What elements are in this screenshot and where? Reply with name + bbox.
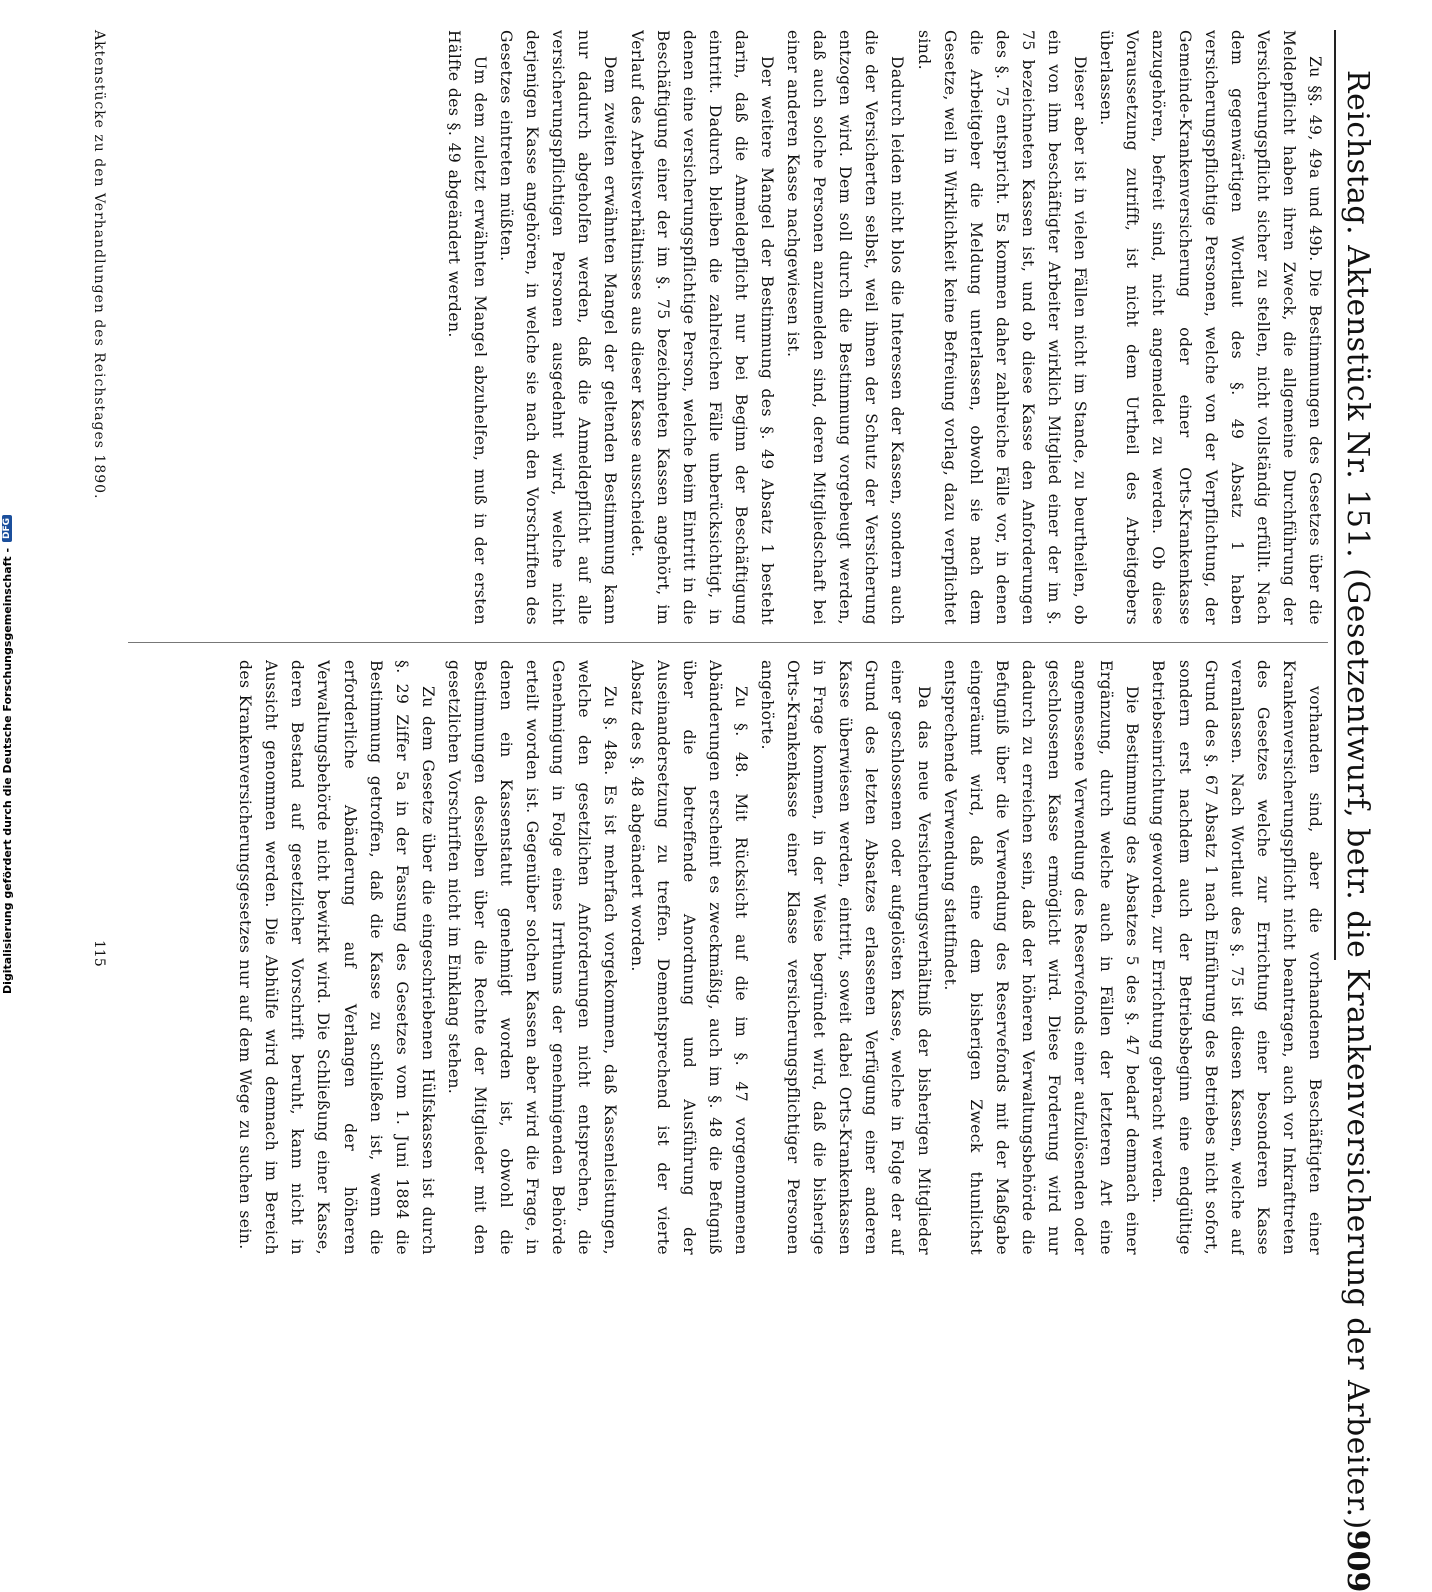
paragraph: Dieser aber ist in vielen Fällen nicht im Stande, zu beurtheilen, ob ein von ihm beschäftigter Arbeiter wirklich Mitglied einer der im §. 75 bezeichneten Kassen ist, und ob diese Kasse den Anforderungen des §. 75 entspricht. Es kommen daher zahlreiche Fälle vor, in denen die Arbeitgeber die Meldung unterlassen, obwohl sie nach dem Gesetze, weil in Wirklichkeit keine Befreiung vorlag, dazu verpflichtet sind. bbox=[914, 30, 1090, 625]
paragraph: Die Bestimmung des Absatzes 5 des §. 47 bedarf demnach einer Ergänzung, durch welche auch in Fällen der letzteren Art eine angemessene Verwendung des Reservefonds einer aufzulösenden oder geschlossenen Kasse ermöglicht wird. Diese Forderung wird nur dadurch zu erreichen sein, daß der höheren Verwaltungsbehörde die Befugniß über die Verwendung des Reservefonds mit der Maßgabe eingeräumt wird, daß eine dem bisherigen Zweck thunlichst entsprechende Verwendung stattfindet. bbox=[940, 660, 1142, 1255]
paragraph: vorhanden sind, aber die vorhandenen Beschäftigten einer Krankenversicherungspflicht nicht beantragen, auch vor Inkrafttreten des Gesetzes welche zur Errichtung einer besonderen Kasse veranlassen. Nach Wortlaut des §. 75 ist diesen Kassen, welche auf Grund des §. 67 Absatz 1 nach Einführung des Betriebes nicht sofort, sondern erst nachdem auch der Betriebsbeginn eine endgültige Betriebseinrichtung geworden, zur Errichtung gebracht werden. bbox=[1149, 660, 1324, 1255]
digitization-text: Digitalisierung gefördert durch die Deutsche Forschungsgemeinschaft - bbox=[0, 547, 14, 994]
page-index: 115 bbox=[91, 940, 107, 967]
header-rule bbox=[1334, 30, 1336, 960]
page-number: 909 bbox=[1340, 1529, 1375, 1592]
source-footer: Aktenstücke zu den Verhandlungen des Reichstages 1890. bbox=[91, 30, 107, 500]
page-header bbox=[1340, 30, 1402, 1592]
paragraph: Da das neue Versicherungsverhältniß der bisherigen Mitglieder einer geschlossenen oder aufgelösten Kasse, welche in Folge der auf Grund des letzten Absatzes erlassenen Verfügung einer anderen Kasse überwiesen werden, eintritt, soweit dabei Orts-Krankenkassen in Frage kommen, in der Weise begründet wird, daß die bisherige Orts-Krankenkasse einer Klasse versicherungspflichtiger Personen angehörte. bbox=[758, 660, 933, 1255]
paragraph: Dem zweiten erwähnten Mangel der geltenden Bestimmung kann nur dadurch abgeholfen werden, daß die Anmeldepflicht auf alle versicherungspflichtigen Personen ausgedehnt wird, welche nicht derjenigen Kasse angehören, in welche sie nach den Vorschriften des Gesetzes eintreten müßten. bbox=[497, 30, 620, 625]
text-column-left bbox=[128, 30, 1328, 625]
digitization-note bbox=[0, 0, 14, 1000]
paragraph: Um dem zuletzt erwähnten Mangel abzuhelfen, muß in der ersten Hälfte des §. 49 abgeändert werden. bbox=[444, 30, 489, 625]
paragraph: Der weitere Mangel der Bestimmung des §. 49 Absatz 1 besteht darin, daß die Anmeldepflicht nur bei Beginn der Beschäftigung eintritt. Dadurch bleiben die zahlreichen Fälle unberücksichtigt, in denen eine versicherungspflichtige Person, welche beim Eintritt in die Beschäftigung einer der im §. 75 bezeichneten Kassen angehört, im Verlauf des Arbeitsverhältnisses aus dieser Kasse ausscheidet. bbox=[627, 30, 777, 625]
paragraph: Zu §§. 49, 49a und 49b. Die Bestimmungen des Gesetzes über die Meldepflicht haben ihren Zweck, die allgemeine Durchführung der Versicherungspflicht sicher zu stellen, nicht vollständig erfüllt. Nach dem gegenwärtigen Wortlaut des §. 49 Absatz 1 haben versicherungspflichtige Personen, welche von der Verpflichtung, der Gemeinde-Krankenversicherung oder einer Orts-Krankenkasse anzugehören, befreit sind, nicht angemeldet zu werden. Ob diese Voraussetzung zutrifft, ist nicht dem Urtheil des Arbeitgebers überlassen. bbox=[1097, 30, 1324, 625]
paragraph: Zu dem Gesetze über die eingeschriebenen Hülfskassen ist durch §. 29 Ziffer 5a in der Fassung des Gesetzes vom 1. Juni 1884 die Bestimmung getroffen, daß die Kasse zu schließen ist, wenn die erforderliche Abänderung auf Verlangen der höheren Verwaltungsbehörde nicht bewirkt wird. Die Schließung einer Kasse, deren Bestand auf gesetzlicher Vorschrift beruht, kann nicht in Aussicht genommen werden. Die Abhülfe wird demnach im Bereich des Krankenversicherungsgesetzes nur auf dem Wege zu suchen sein. bbox=[236, 660, 437, 1255]
paragraph: Zu §. 48a. Es ist mehrfach vorgekommen, daß Kassenleistungen, welche den gesetzlichen Anforderungen nicht entsprechen, die Genehmigung in Folge eines Irrthums der genehmigenden Behörde erteilt worden ist. Gegenüber solchen Kassen aber wird die Frage, in denen ein Kassenstatut genehmigt worden ist, obwohl die Bestimmungen desselben über die Rechte der Mitglieder mit den gesetzlichen Vorschriften nicht im Einklang stehen. bbox=[444, 660, 620, 1255]
paragraph: Zu §. 48. Mit Rücksicht auf die im §. 47 vorgenommenen Abänderungen erscheint es zweckmäßig, auch im §. 48 die Befugniß über die betreffende Anordnung und Ausführung der Auseinandersetzung zu treffen. Dementsprechend ist der vierte Absatz des §. 48 abgeändert worden. bbox=[627, 660, 750, 1255]
text-column-right bbox=[128, 660, 1328, 1255]
running-title: Reichstag. Aktenstück Nr. 151. (Gesetzentwurf, betr. die Krankenversicherung der Arbeiter.) bbox=[1340, 70, 1375, 1530]
dfg-logo: DFG bbox=[2, 515, 12, 542]
column-divider bbox=[128, 642, 1328, 643]
paragraph: Dadurch leiden nicht blos die Interessen der Kassen, sondern auch die der Versicherten selbst, weil ihnen der Schutz der Versicherung entzogen wird. Dem soll durch die Bestimmung vorgebeugt werden, daß auch solche Personen anzumelden sind, deren Mitgliedschaft bei einer anderen Kasse nachgewiesen ist. bbox=[784, 30, 907, 625]
